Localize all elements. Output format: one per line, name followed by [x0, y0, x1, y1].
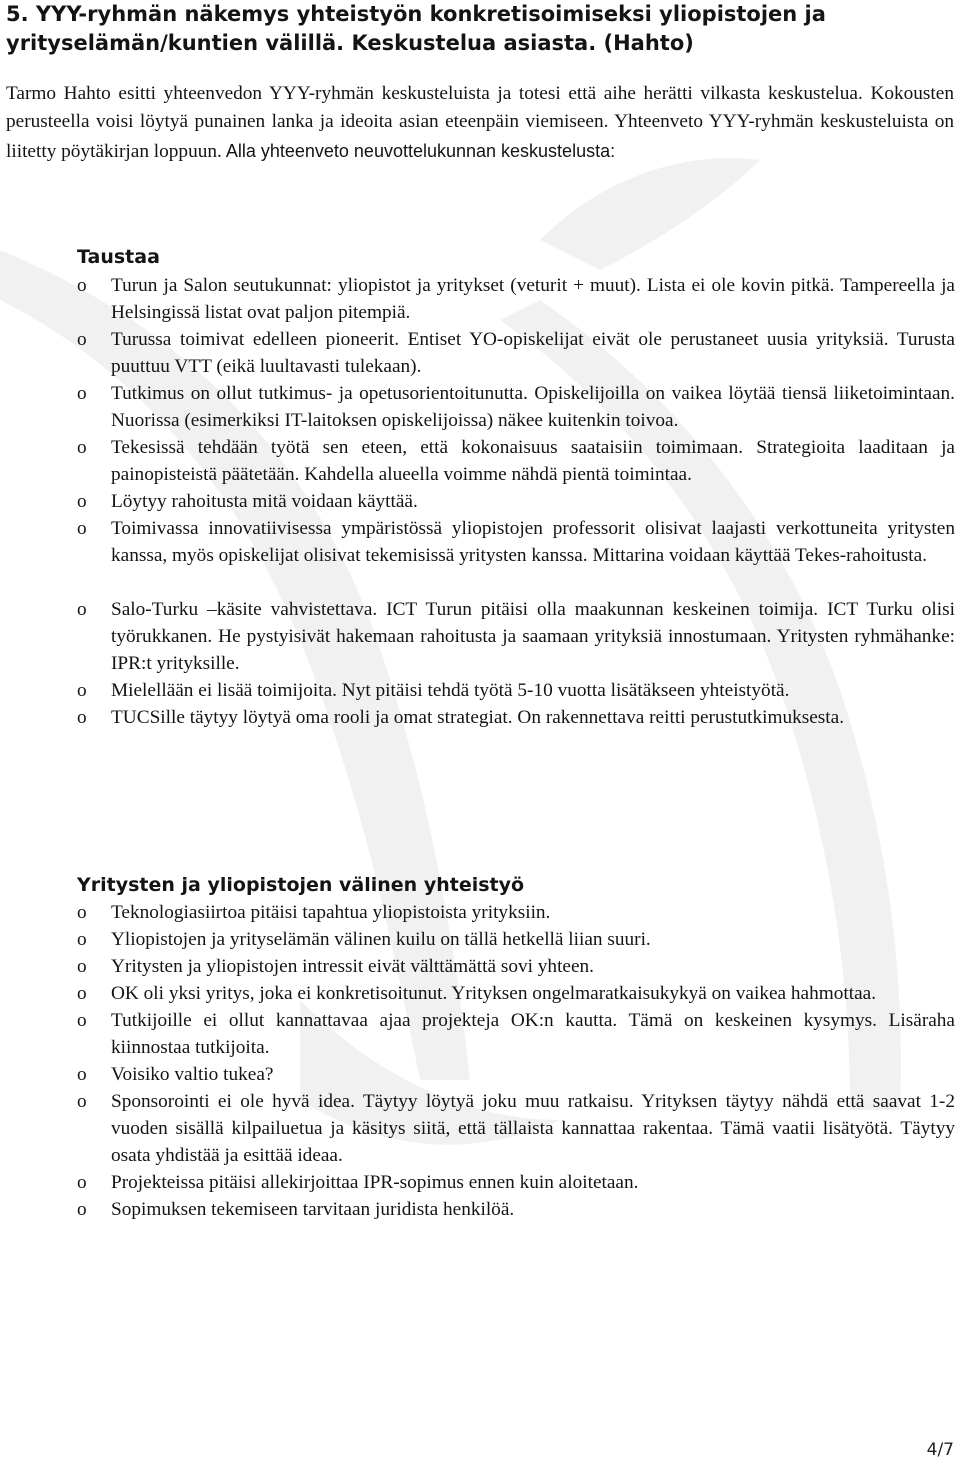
bullet-marker: o: [77, 956, 87, 977]
list-item: [77, 326, 955, 380]
list-item: [77, 677, 955, 704]
list-item: [77, 488, 955, 515]
list-item: [77, 515, 955, 569]
list-item: [77, 272, 955, 326]
section-heading: 5. YYY-ryhmän näkemys yhteistyön konkretisoimiseksi yliopistojen ja yrityselämän/kuntien välillä. Keskustelua asiasta. (Hahto): [6, 2, 826, 55]
bullet-marker: o: [77, 707, 87, 728]
list-item-text: Projekteissa pitäisi allekirjoittaa IPR-sopimus ennen kuin aloitetaan.: [111, 1172, 639, 1193]
list-item-text: Salo-Turku –käsite vahvistettava. ICT Turun pitäisi olla maakunnan keskeinen toimija. ICT Turku olisi työrukkanen. He pystyisivät hakemaan rahoitusta ja saamaan yrityksiä innostumaan. Yritysten ryhmähanke: IPR:t yrityksille.: [111, 599, 955, 674]
list-item: [77, 380, 955, 434]
list-item-text: Yliopistojen ja yrityselämän välinen kuilu on tällä hetkellä liian suuri.: [111, 929, 651, 950]
list-item: [77, 953, 955, 980]
bullet-marker: o: [77, 599, 87, 620]
list-item: [77, 1061, 955, 1088]
list-item: [77, 1088, 955, 1169]
list-item-text: Tutkimus on ollut tutkimus- ja opetusorientoitunutta. Opiskelijoilla on vaikea löytää tiensä liiketoimintaan. Nuorissa (esimerkiksi IT-laitoksen opiskelijoissa) näkee kuitenkin toivoa.: [111, 383, 955, 431]
list-item-text: Tutkijoille ei ollut kannattavaa ajaa projekteja OK:n kautta. Tämä on keskeinen kysymys. Lisäraha kiinnostaa tutkijoita.: [111, 1010, 955, 1058]
list-item-text: Turun ja Salon seutukunnat: yliopistot ja yritykset (veturit + muut). Lista ei ole kovin pitkä. Tampereella ja Helsingissä listat ovat paljon pitempiä.: [111, 275, 955, 323]
bullet-marker: o: [77, 983, 87, 1004]
list-item: [77, 1007, 955, 1061]
list-item-text: Teknologiasiirtoa pitäisi tapahtua yliopistoista yrityksiin.: [111, 902, 551, 923]
bullet-marker: o: [77, 329, 87, 350]
bullet-marker: o: [77, 929, 87, 950]
list-item: [77, 899, 955, 926]
list-item: [77, 980, 955, 1007]
list-item: [77, 1196, 955, 1223]
bullet-marker: o: [77, 518, 87, 539]
list-item: [77, 926, 955, 953]
bullet-marker: o: [77, 383, 87, 404]
yhteistyo-list: [77, 899, 955, 1223]
bullet-marker: o: [77, 1064, 87, 1085]
list-item: [77, 704, 955, 731]
intro-text-part1: Tarmo Hahto esitti yhteenvedon YYY-ryhmän keskusteluista ja totesi että aihe herätti vilkasta keskustelua. Kokousten perusteella voisi löytyä punainen lanka ja ideoita asian eteenpäin viemiseen. Yhteenveto YYY-ryhmän keskusteluista on liitetty pöytäkirjan loppuun.: [6, 83, 954, 162]
list-item-text: Toimivassa innovatiivisessa ympäristössä yliopistojen professorit olisivat laajasti verkottuneita yritysten kanssa, myös opiskelijat olisivat tekemisissä yritysten kanssa. Mittarina voidaan käyttää Tekes-rahoitusta.: [111, 518, 955, 566]
bullet-marker: o: [77, 1010, 87, 1031]
list-item-text: Yritysten ja yliopistojen intressit eivät välttämättä sovi yhteen.: [111, 956, 595, 977]
bullet-marker: o: [77, 902, 87, 923]
list-item: [77, 1169, 955, 1196]
bullet-marker: o: [77, 275, 87, 296]
bullet-marker: o: [77, 1199, 87, 1220]
list-item: [77, 434, 955, 488]
list-item-text: Löytyy rahoitusta mitä voidaan käyttää.: [111, 491, 418, 512]
list-item-text: Voisiko valtio tukea?: [111, 1064, 274, 1085]
intro-paragraph: [6, 80, 954, 166]
list-item-text: TUCSille täytyy löytyä oma rooli ja omat strategiat. On rakennettava reitti perustutkimuksesta.: [111, 707, 845, 728]
list-item-text: OK oli yksi yritys, joka ei konkretisoitunut. Yrityksen ongelmaratkaisukykyä on vaikea hahmottaa.: [111, 983, 877, 1004]
list-item-text: Turussa toimivat edelleen pioneerit. Entiset YO-opiskelijat eivät ole perustaneet uusia yrityksiä. Turusta puuttuu VTT (eikä luultavasti tulekaan).: [111, 329, 955, 377]
list-item-text: Sopimuksen tekemiseen tarvitaan juridista henkilöä.: [111, 1199, 515, 1220]
intro-text-part2: Alla yhteenveto neuvottelukunnan keskustelusta:: [221, 140, 616, 161]
bullet-marker: o: [77, 1172, 87, 1193]
taustaa-list: [77, 272, 955, 731]
subheading-taustaa: Taustaa: [77, 246, 160, 268]
bullet-marker: o: [77, 1091, 87, 1112]
list-item: [77, 596, 955, 677]
bullet-marker: o: [77, 437, 87, 458]
list-item-text: Mielellään ei lisää toimijoita. Nyt pitäisi tehdä työtä 5-10 vuotta lisätäkseen yhteistyötä.: [111, 680, 790, 701]
list-item-text: Tekesissä tehdään työtä sen eteen, että kokonaisuus saataisiin toimimaan. Strategioita laaditaan ja painopisteistä päätetään. Kahdella alueella voimme nähdä pientä toimintaa.: [111, 437, 955, 485]
bullet-marker: o: [77, 680, 87, 701]
bullet-marker: o: [77, 491, 87, 512]
subheading-yhteistyo: Yritysten ja yliopistojen välinen yhteistyö: [77, 874, 525, 896]
list-item-text: Sponsorointi ei ole hyvä idea. Täytyy löytyä joku muu ratkaisu. Yrityksen täytyy nähdä että saavat 1-2 vuoden sisällä kilpailuetua ja käsitys siitä, että tällaista kannattaa rakentaa. Tämä vaatii lisätyötä. Täytyy osata yhdistää ja esittää ideaa.: [111, 1091, 955, 1166]
page-number: 4/7: [926, 1440, 954, 1460]
